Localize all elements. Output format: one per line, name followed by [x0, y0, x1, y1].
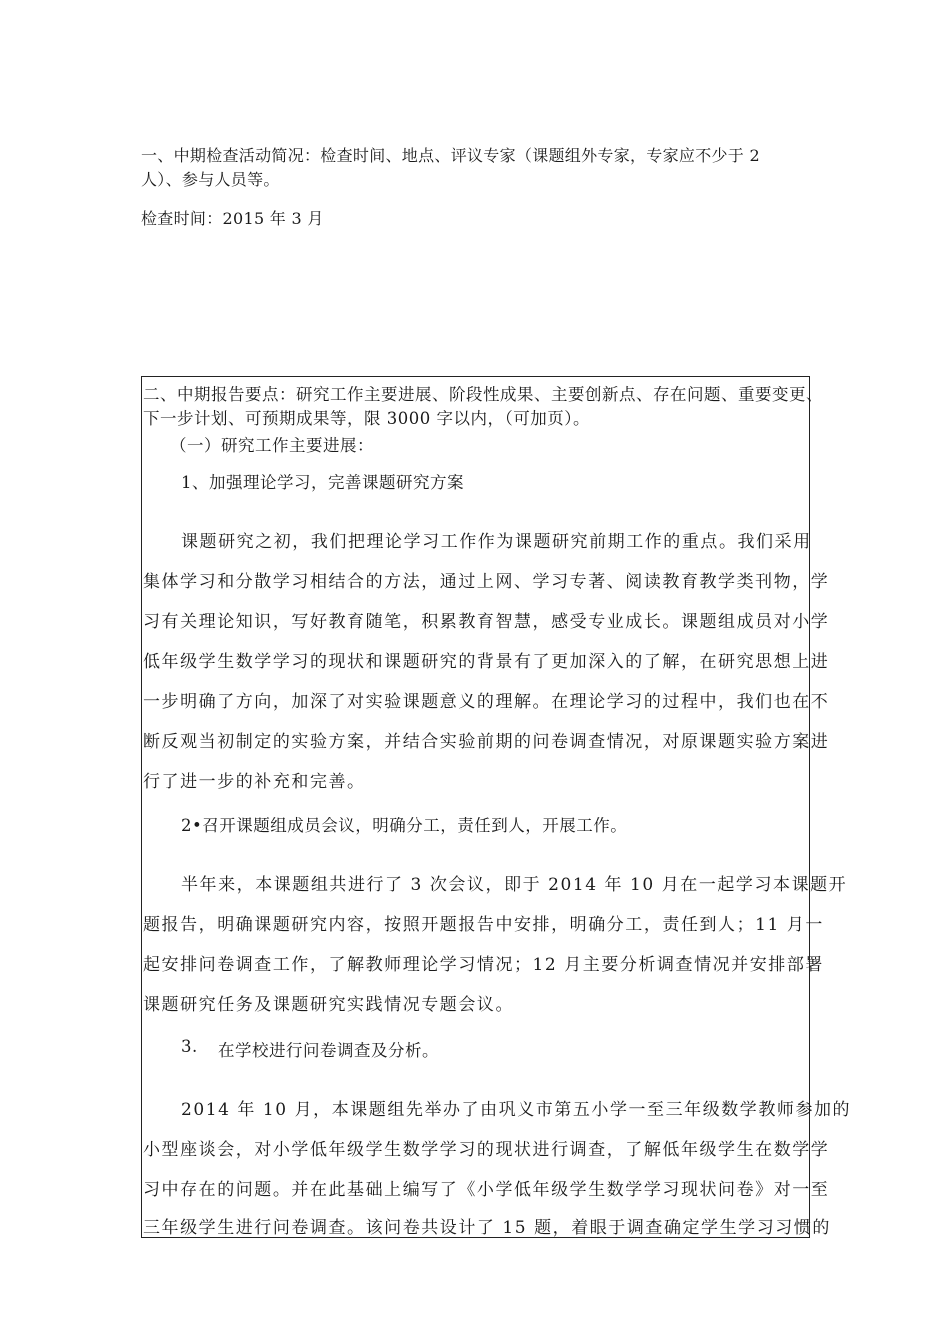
paragraph-line: 行了进一步的补充和完善。: [143, 772, 366, 792]
paragraph-line: 三年级学生进行问卷调查。该问卷共设计了 15 题，着眼于调查确定学生学习习惯的: [143, 1218, 831, 1238]
paragraph-line: 课题研究任务及课题研究实践情况专题会议。: [143, 995, 514, 1015]
paragraph-line: 小型座谈会，对小学低年级学生数学学习的现状进行调查，了解低年级学生在数学学: [143, 1140, 830, 1160]
paragraph-line: 课题研究之初，我们把理论学习工作作为课题研究前期工作的重点。我们采用: [181, 532, 812, 552]
paragraph-line: 习中存在的问题。并在此基础上编写了《小学低年级学生数学学习现状问卷》对一至: [143, 1180, 830, 1200]
progress-subheading: （一）研究工作主要进展：: [170, 436, 374, 455]
paragraph-line: 起安排问卷调查工作，了解教师理论学习情况；12 月主要分析调查情况并安排部署: [143, 955, 824, 975]
paragraph-line: 低年级学生数学学习的现状和课题研究的背景有了更加深入的了解，在研究思想上进: [143, 652, 830, 672]
section1-heading-line1: 一、中期检查活动简况：检查时间、地点、评议专家（课题组外专家，专家应不少于 2: [141, 146, 760, 165]
paragraph-line: 断反观当初制定的实验方案，并结合实验前期的问卷调查情况，对原课题实验方案进: [143, 732, 830, 752]
item1-title: 1、加强理论学习，完善课题研究方案: [181, 473, 464, 492]
check-time: 检查时间：2015 年 3 月: [141, 209, 324, 228]
paragraph-line: 题报告，明确课题研究内容，按照开题报告中安排，明确分工，责任到人；11 月一: [143, 915, 824, 935]
paragraph-line: 习有关理论知识，写好教育随笔，积累教育智慧，感受专业成长。课题组成员对小学: [143, 612, 830, 632]
paragraph-line: 一步明确了方向，加深了对实验课题意义的理解。在理论学习的过程中，我们也在不: [143, 692, 830, 712]
paragraph-line: 集体学习和分散学习相结合的方法，通过上网、学习专著、阅读教育教学类刊物，学: [143, 572, 830, 592]
section2-heading-line2: 下一步计划、可预期成果等，限 3000 字以内，（可加页）。: [143, 409, 590, 428]
section1-heading-line2: 人）、参与人员等。: [141, 170, 280, 189]
paragraph-line: 半年来，本课题组共进行了 3 次会议，即于 2014 年 10 月在一起学习本课题开: [181, 875, 848, 895]
section2-heading-line1: 二、中期报告要点：研究工作主要进展、阶段性成果、主要创新点、存在问题、重要变更、: [143, 385, 823, 404]
paragraph-line: 2014 年 10 月，本课题组先举办了由巩义市第五小学一至三年级数学教师参加的: [181, 1100, 852, 1120]
item3-title: 在学校进行问卷调查及分析。: [218, 1041, 439, 1060]
item3-number: 3.: [181, 1037, 198, 1056]
item2-title: 2•召开课题组成员会议，明确分工，责任到人，开展工作。: [181, 816, 628, 835]
